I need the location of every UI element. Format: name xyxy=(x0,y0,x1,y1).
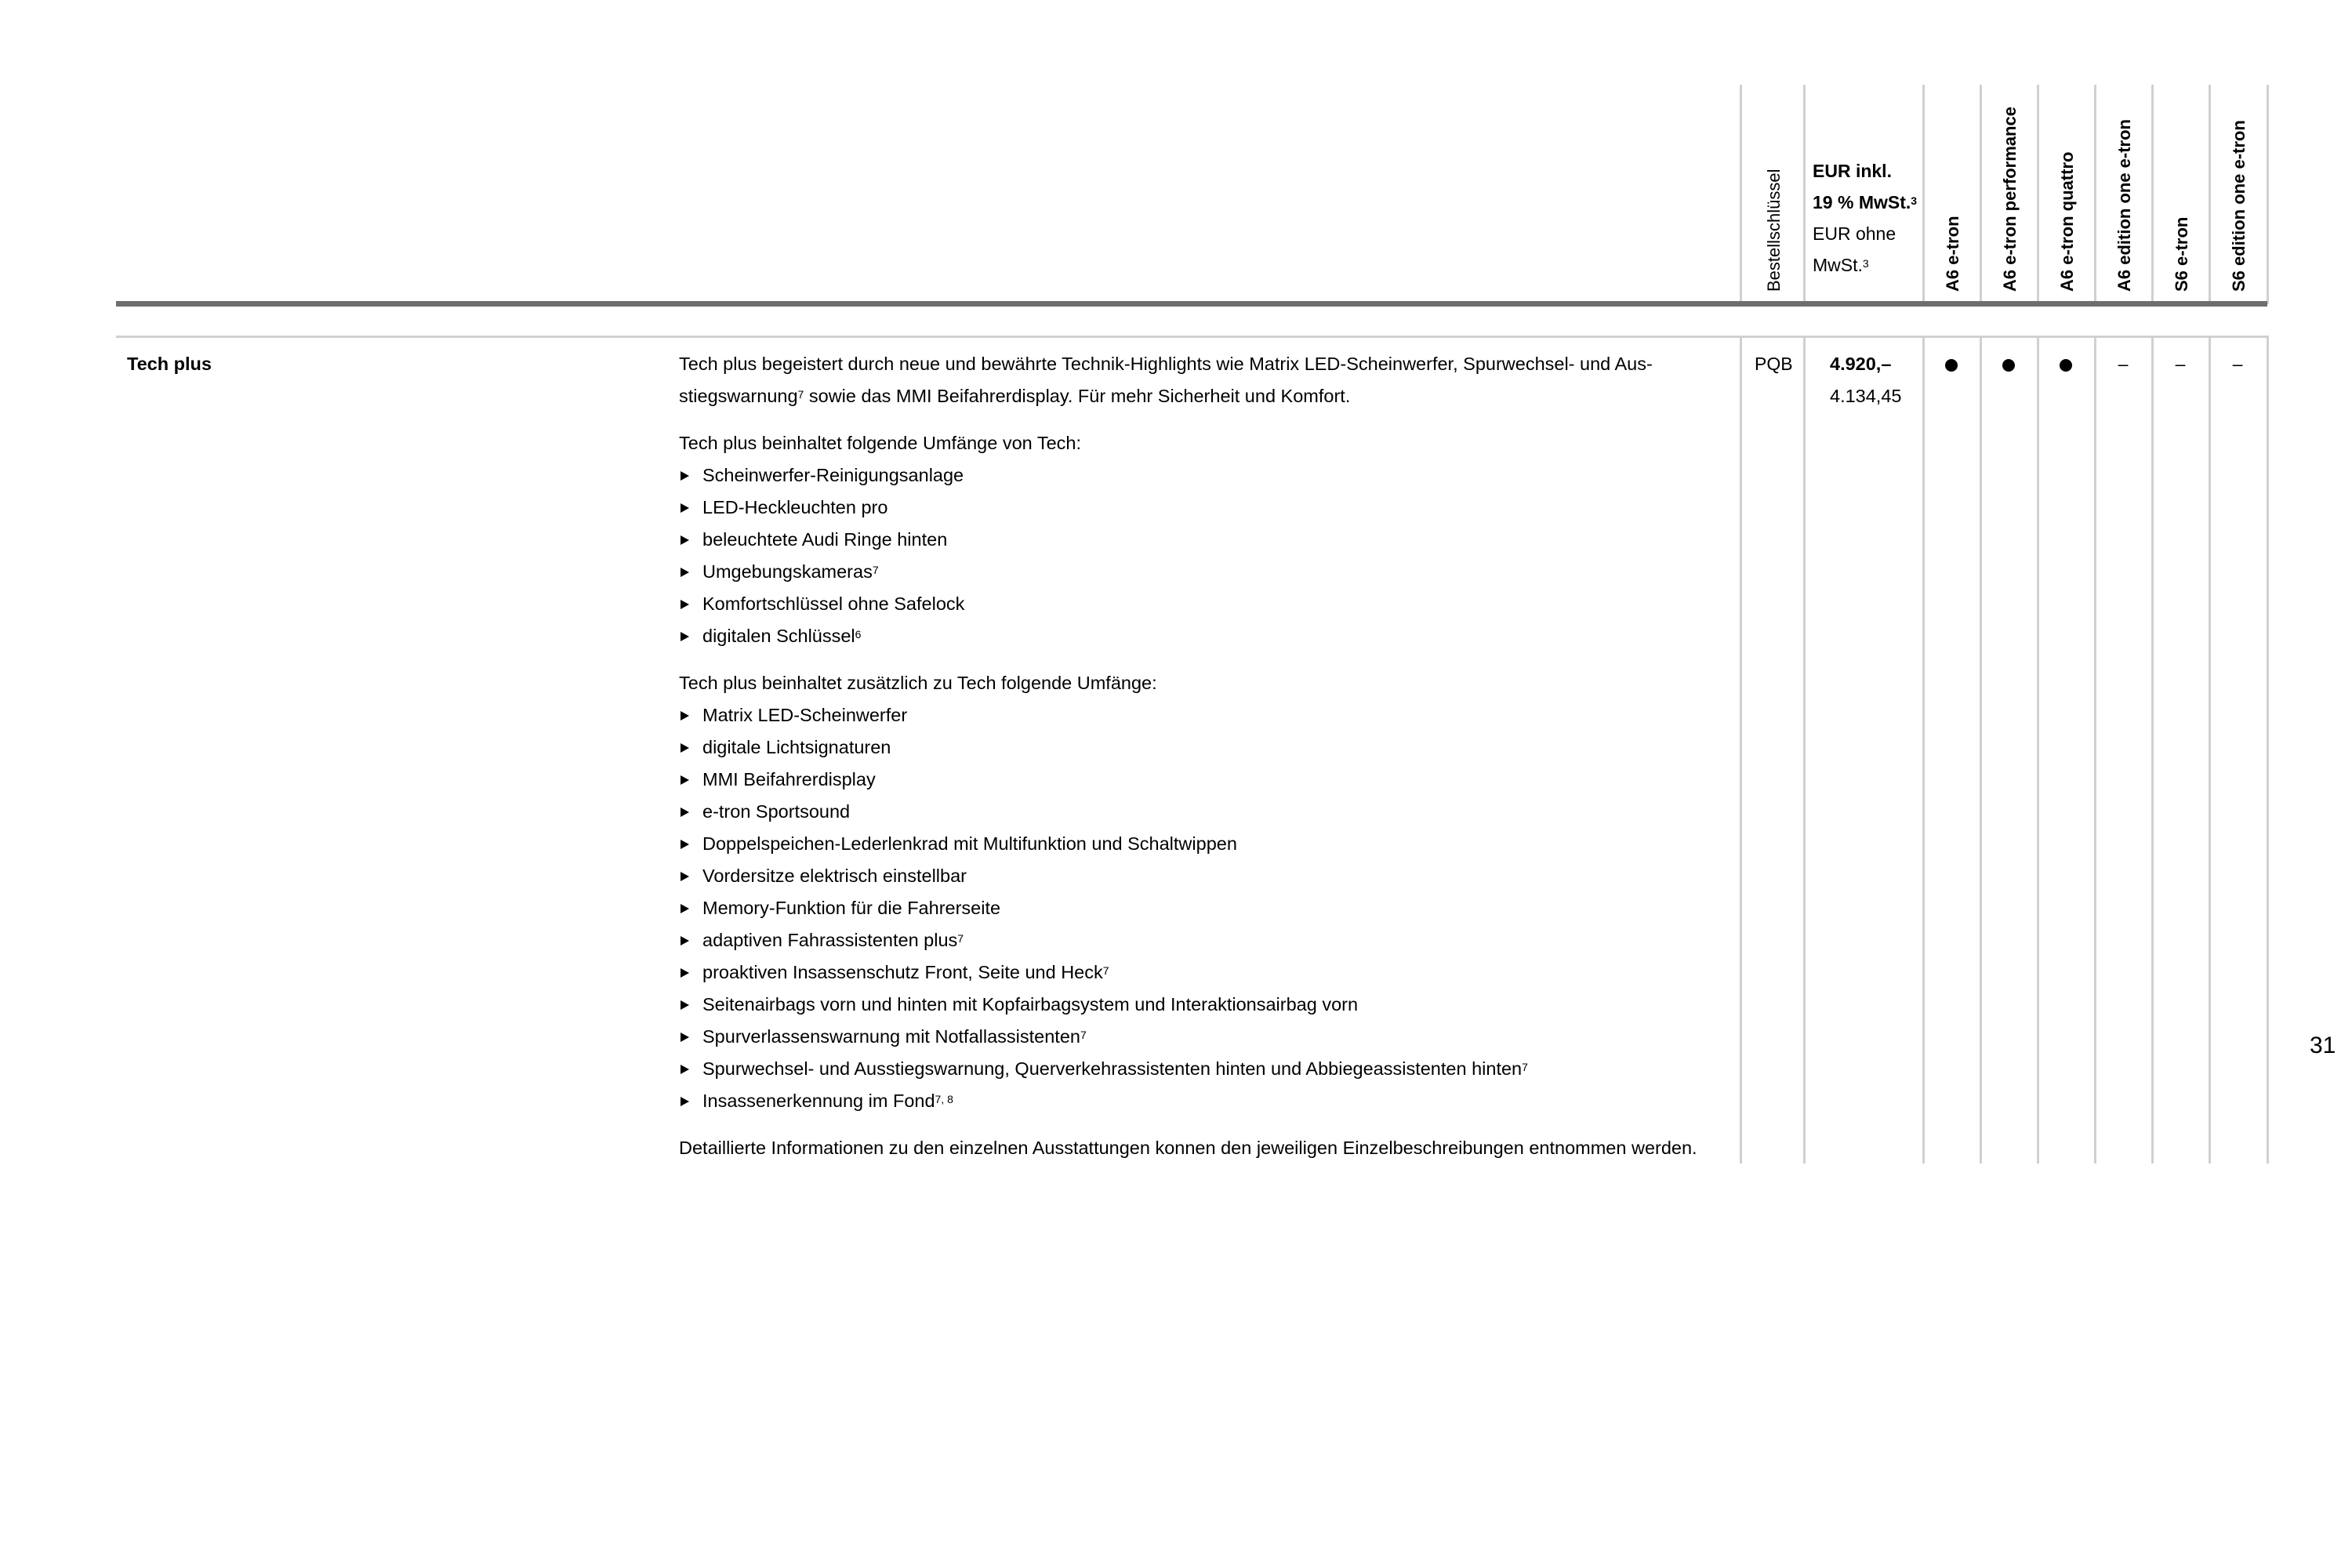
list-item xyxy=(679,1053,1737,1085)
header-price xyxy=(1813,155,1917,281)
list-item xyxy=(679,699,1737,731)
list-item-text: Spurverlassenswarnung mit Notfallassistenten xyxy=(702,1026,1080,1047)
order-key-value: PQB xyxy=(1755,354,1793,374)
column-divider xyxy=(1740,336,1742,1163)
column-divider xyxy=(2037,336,2039,1163)
header-model-label: A6 e-tron performance xyxy=(2000,107,2020,292)
bullet-arrow-icon xyxy=(681,1033,689,1042)
standard-equipment-dot-icon xyxy=(2002,359,2015,372)
bullet-arrow-icon xyxy=(681,632,689,641)
bullet-arrow-icon xyxy=(681,600,689,609)
intro-paragraph xyxy=(679,348,1737,412)
footnote-ref: 7 xyxy=(957,932,964,945)
list-item-text: proaktiven Insassenschutz Front, Seite und Heck xyxy=(702,962,1103,982)
list-item xyxy=(679,892,1737,924)
column-divider xyxy=(2094,85,2096,304)
availability-s6-etron xyxy=(2153,348,2208,380)
column-divider xyxy=(1740,85,1742,304)
column-divider xyxy=(2209,336,2211,1163)
list-item-text: LED-Heckleuchten pro xyxy=(702,497,888,517)
list-item-text: Scheinwerfer-Reinigungsanlage xyxy=(702,465,964,485)
availability-a6-edition-one xyxy=(2096,348,2151,380)
section2-heading: Tech plus beinhaltet zusätzlich zu Tech folgende Umfänge: xyxy=(679,673,1157,693)
row-title xyxy=(127,348,212,380)
availability-a6-etron-performance xyxy=(1981,348,2036,380)
column-divider xyxy=(2151,85,2154,304)
list-item-text: Doppelspeichen-Lederlenkrad mit Multifunktion und Schaltwippen xyxy=(702,833,1237,854)
list-item xyxy=(679,1021,1737,1053)
list-item-text: Seitenairbags vorn und hinten mit Kopfairbagsystem und Interaktionsairbag vorn xyxy=(702,994,1359,1014)
footnote-ref: 7 xyxy=(1102,964,1109,977)
intro-line1: Tech plus begeistert durch neue und bewährte Technik-Highlights wie Matrix LED-Scheinwerfer, Spurwechsel- und Aus- xyxy=(679,354,1653,374)
list-item-text: MMI Beifahrerdisplay xyxy=(702,769,876,789)
list-item xyxy=(679,924,1737,956)
list-item xyxy=(679,620,1737,652)
footnote-ref: 6 xyxy=(855,628,862,641)
column-divider xyxy=(2094,336,2096,1163)
header-price-excl-line2: MwSt. xyxy=(1813,255,1863,275)
list-item-text: adaptiven Fahrassistenten plus xyxy=(702,930,958,950)
footnote-ref: 7 xyxy=(1522,1061,1528,1073)
bullet-arrow-icon xyxy=(681,936,689,946)
order-key-cell xyxy=(1755,348,1793,380)
list-item-text: digitale Lichtsignaturen xyxy=(702,737,891,757)
list-item-text: Komfortschlüssel ohne Safelock xyxy=(702,593,965,614)
bullet-arrow-icon xyxy=(681,471,689,481)
availability-s6-edition-one xyxy=(2210,348,2265,380)
price-cell xyxy=(1830,348,1901,412)
standard-equipment-dot-icon xyxy=(2060,359,2072,372)
list-item-text: digitalen Schlüssel xyxy=(702,626,855,646)
footnote-ref: 7 xyxy=(872,564,879,576)
bullet-arrow-icon xyxy=(681,1000,689,1010)
header-model-label: S6 e-tron xyxy=(2172,216,2191,292)
bullet-arrow-icon xyxy=(681,743,689,753)
list-item-text: Memory-Funktion für die Fahrerseite xyxy=(702,898,1001,918)
column-divider xyxy=(1980,336,1982,1163)
column-divider xyxy=(1922,336,1925,1163)
bullet-arrow-icon xyxy=(681,1097,689,1106)
bullet-arrow-icon xyxy=(681,808,689,817)
bullet-arrow-icon xyxy=(681,775,689,785)
list-item-text: Umgebungskameras xyxy=(702,561,873,582)
list-item xyxy=(679,731,1737,764)
header-order-key-label: Bestellschlüssel xyxy=(1764,169,1784,292)
header-model-label: A6 e-tron xyxy=(1943,216,1962,292)
footer-note: Detaillierte Informationen zu den einzelnen Ausstattungen konnen den jeweiligen Einzelbeschreibungen entnommen werden. xyxy=(679,1138,1697,1158)
header-model-label: A6 e-tron quattro xyxy=(2057,151,2077,292)
page-number xyxy=(2310,1032,2336,1060)
section1-list xyxy=(679,459,1737,652)
column-divider xyxy=(2267,336,2269,1163)
list-item xyxy=(679,524,1737,556)
column-divider xyxy=(2267,85,2269,304)
list-item-text: Spurwechsel- und Ausstiegswarnung, Querverkehrassistenten hinten und Abbiegeassistenten hinten xyxy=(702,1058,1523,1079)
column-divider xyxy=(2151,336,2154,1163)
row-description xyxy=(679,348,1737,1164)
list-item xyxy=(679,828,1737,860)
not-available-dash: – xyxy=(2175,354,2186,374)
not-available-dash: – xyxy=(2232,354,2243,374)
column-divider xyxy=(1922,85,1925,304)
bullet-arrow-icon xyxy=(681,535,689,545)
header-price-incl-line1: EUR inkl. xyxy=(1813,161,1892,181)
list-item xyxy=(679,764,1737,796)
header-rule xyxy=(116,301,2267,307)
price-excl-value: 4.134,45 xyxy=(1830,386,1902,406)
header-model-label: A6 edition one e-tron xyxy=(2114,119,2134,292)
not-available-dash: – xyxy=(2118,354,2129,374)
list-item xyxy=(679,956,1737,989)
section1-heading: Tech plus beinhaltet folgende Umfänge von Tech: xyxy=(679,433,1081,453)
intro-line2b: sowie das MMI Beifahrerdisplay. Für mehr Sicherheit und Komfort. xyxy=(804,386,1351,406)
header-price-excl-line1: EUR ohne xyxy=(1813,223,1896,244)
bullet-arrow-icon xyxy=(681,503,689,513)
availability-a6-etron xyxy=(1924,348,1979,380)
footnote-ref: 3 xyxy=(1911,194,1918,207)
list-item-text: e-tron Sportsound xyxy=(702,801,851,822)
column-divider xyxy=(1980,85,1982,304)
footnote-ref: 7, 8 xyxy=(935,1093,953,1105)
column-divider xyxy=(2209,85,2211,304)
intro-line2a: stiegswarnung xyxy=(679,386,798,406)
bullet-arrow-icon xyxy=(681,840,689,849)
list-item xyxy=(679,556,1737,588)
list-item xyxy=(679,860,1737,892)
column-divider xyxy=(1803,85,1806,304)
list-item xyxy=(679,1085,1737,1117)
bullet-arrow-icon xyxy=(681,1065,689,1074)
row-top-rule xyxy=(116,336,2267,338)
bullet-arrow-icon xyxy=(681,711,689,720)
list-item xyxy=(679,796,1737,828)
header-model-label: S6 edition one e-tron xyxy=(2229,120,2249,292)
bullet-arrow-icon xyxy=(681,872,689,881)
column-divider xyxy=(1803,336,1806,1163)
footnote-ref: 7 xyxy=(797,388,804,401)
page-number-text: 31 xyxy=(2310,1033,2336,1058)
footnote-ref: 3 xyxy=(1862,257,1869,270)
standard-equipment-dot-icon xyxy=(1945,359,1958,372)
bullet-arrow-icon xyxy=(681,568,689,577)
section2-list xyxy=(679,699,1737,1117)
list-item xyxy=(679,588,1737,620)
header-price-incl-line2: 19 % MwSt. xyxy=(1813,192,1911,212)
list-item-text: Matrix LED-Scheinwerfer xyxy=(702,705,908,725)
list-item-text: beleuchtete Audi Ringe hinten xyxy=(702,529,948,550)
list-item xyxy=(679,492,1737,524)
list-item xyxy=(679,989,1737,1021)
availability-a6-etron-quattro xyxy=(2038,348,2093,380)
list-item xyxy=(679,459,1737,492)
list-item-text: Insassenerkennung im Fond xyxy=(702,1091,935,1111)
price-incl-value: 4.920,– xyxy=(1830,354,1892,374)
footnote-ref: 7 xyxy=(1080,1029,1087,1041)
column-divider xyxy=(2037,85,2039,304)
bullet-arrow-icon xyxy=(681,968,689,978)
row-title-text: Tech plus xyxy=(127,354,212,374)
bullet-arrow-icon xyxy=(681,904,689,913)
list-item-text: Vordersitze elektrisch einstellbar xyxy=(702,866,967,886)
